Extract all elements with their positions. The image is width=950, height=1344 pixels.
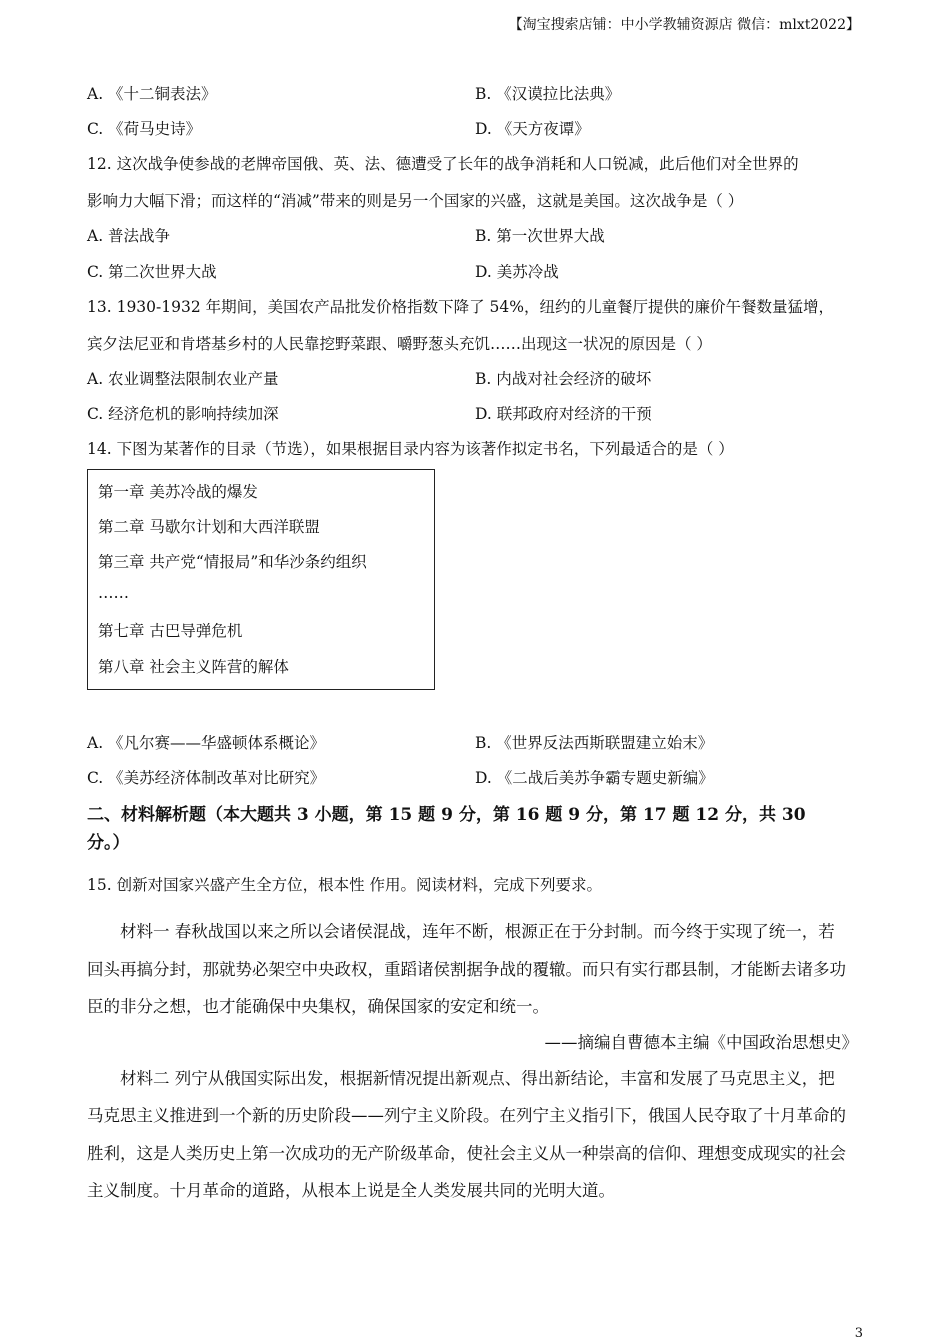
material2-line: 材料二 列宁从俄国实际出发，根据新情况提出新观点、得出新结论，丰富和发展了马克思主义，把 — [120, 1069, 835, 1088]
q15-stem: 15. 创新对国家兴盛产生全方位，根本性 作用。阅读材料，完成下列要求。 — [87, 876, 603, 894]
toc-ellipsis: …… — [98, 584, 129, 602]
toc-entry: 第八章 社会主义阵营的解体 — [98, 658, 289, 676]
q12-option-d[interactable]: D. 美苏冷战 — [475, 263, 559, 281]
material1-line: 材料一 春秋战国以来之所以会诸侯混战，连年不断，根源正在于分封制。而今终于实现了统一，若 — [120, 922, 835, 941]
material2-line: 马克思主义推进到一个新的历史阶段——列宁主义阶段。在列宁主义指引下，俄国人民夺取了十月革命的 — [87, 1106, 846, 1125]
q13-stem-line1: 13. 1930-1932 年期间，美国农产品批发价格指数下降了 54%，纽约的儿童餐厅提供的廉价午餐数量猛增， — [87, 298, 835, 316]
q13-option-c[interactable]: C. 经济危机的影响持续加深 — [87, 405, 279, 423]
q14-stem: 14. 下图为某著作的目录（节选），如果根据目录内容为该著作拟定书名，下列最适合的是（ ） — [87, 440, 734, 458]
table-of-contents-box — [87, 469, 435, 690]
q12-stem-line1: 12. 这次战争使参战的老牌帝国俄、英、法、德遭受了长年的战争消耗和人口锐减，此后他们对全世界的 — [87, 155, 799, 173]
q13-stem-line2: 宾夕法尼亚和肯塔基乡村的人民靠挖野菜跟、嚼野葱头充饥……出现这一状况的原因是（ ） — [87, 335, 712, 353]
material1-source: ——摘编自曹德本主编《中国政治思想史》 — [544, 1033, 858, 1052]
q14-option-b[interactable]: B. 《世界反法西斯联盟建立始末》 — [475, 734, 714, 752]
material2-line: 胜利，这是人类历史上第一次成功的无产阶级革命，使社会主义从一种崇高的信仰、理想变成现实的社会 — [87, 1144, 846, 1163]
q11-option-a[interactable]: A. 《十二铜表法》 — [87, 85, 217, 103]
section2-title-line1: 二、材料解析题（本大题共 3 小题，第 15 题 9 分，第 16 题 9 分，第 17 题 12 分，共 30 — [87, 805, 806, 825]
section2-title-line2: 分。） — [87, 833, 130, 853]
toc-entry: 第二章 马歇尔计划和大西洋联盟 — [98, 518, 320, 536]
q12-option-b[interactable]: B. 第一次世界大战 — [475, 227, 605, 245]
q11-option-d[interactable]: D. 《天方夜谭》 — [475, 120, 590, 138]
q12-stem-line2: 影响力大幅下滑；而这样的“消减”带来的则是另一个国家的兴盛，这就是美国。这次战争是（ ） — [87, 192, 744, 210]
q11-option-c[interactable]: C. 《荷马史诗》 — [87, 120, 202, 138]
q11-option-b[interactable]: B. 《汉谟拉比法典》 — [475, 85, 621, 103]
shop-header-note: 【淘宝搜索店铺：中小学教辅资源店 微信：mlxt2022】 — [508, 17, 860, 33]
material2-line: 主义制度。十月革命的道路，从根本上说是全人类发展共同的光明大道。 — [87, 1181, 615, 1200]
material1-line: 回头再搞分封，那就势必架空中央政权，重蹈诸侯割据争战的覆辙。而只有实行郡县制，才能断去诸多功 — [87, 960, 846, 979]
q14-option-d[interactable]: D. 《二战后美苏争霸专题史新编》 — [475, 769, 714, 787]
q12-option-c[interactable]: C. 第二次世界大战 — [87, 263, 217, 281]
q13-option-d[interactable]: D. 联邦政府对经济的干预 — [475, 405, 652, 423]
q13-option-b[interactable]: B. 内战对社会经济的破坏 — [475, 370, 652, 388]
q14-option-c[interactable]: C. 《美苏经济体制改革对比研究》 — [87, 769, 326, 787]
q12-option-a[interactable]: A. 普法战争 — [87, 227, 171, 245]
q14-option-a[interactable]: A. 《凡尔赛——华盛顿体系概论》 — [87, 734, 326, 752]
page-number: 3 — [854, 1326, 863, 1341]
material1-line: 臣的非分之想，也才能确保中央集权，确保国家的安定和统一。 — [87, 997, 549, 1016]
toc-entry: 第三章 共产党“情报局”和华沙条约组织 — [98, 553, 367, 571]
toc-entry: 第一章 美苏冷战的爆发 — [98, 483, 258, 501]
q13-option-a[interactable]: A. 农业调整法限制农业产量 — [87, 370, 279, 388]
toc-entry: 第七章 古巴导弹危机 — [98, 622, 243, 640]
